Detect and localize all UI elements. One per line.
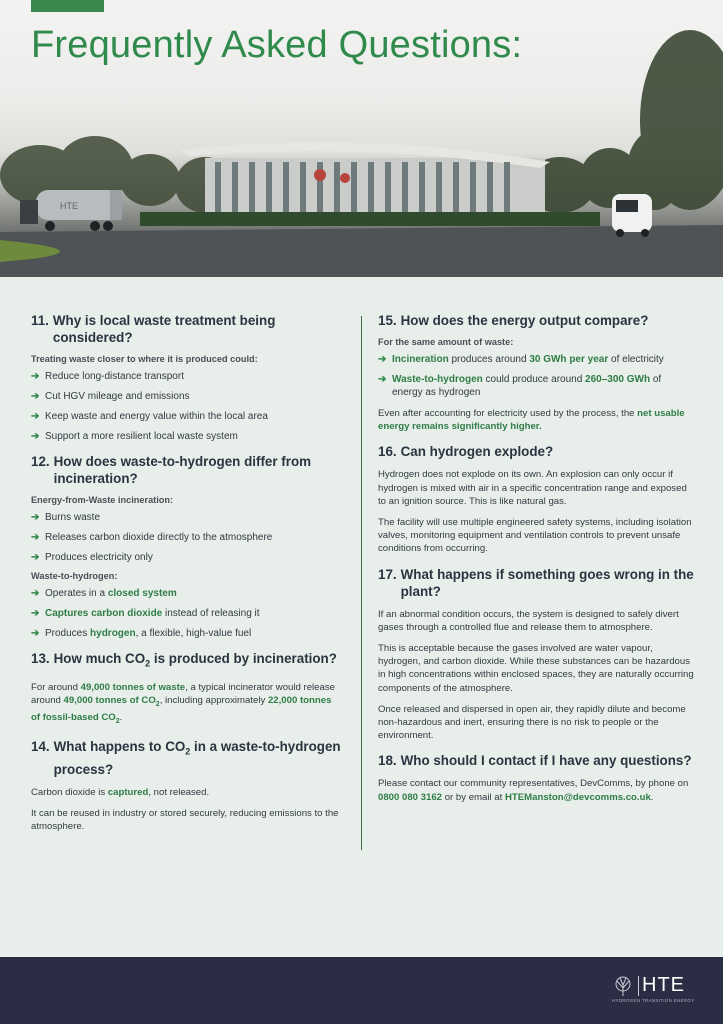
tanker-label: HTE [60, 201, 78, 211]
arrow-icon: ➔ [31, 431, 40, 442]
list-item: ➔ Burns waste [31, 512, 101, 523]
question-title: Can hydrogen explode? [400, 444, 554, 460]
building [180, 142, 550, 218]
list-item: ➔ Cut HGV mileage and emissions [31, 391, 190, 402]
hero-image [0, 0, 723, 277]
arrow-icon: ➔ [378, 374, 387, 385]
list-item: ➔ Incineration produces around 30 GWh per year of electricity [378, 354, 664, 365]
arrow-icon: ➔ [31, 552, 40, 563]
phone-number[interactable]: 0800 080 3162 [378, 791, 443, 803]
efw-label: Energy-from-Waste incineration: [31, 495, 174, 505]
question-title: What happens to $CO_2$ in a waste-to-hydrogen process? [53, 739, 341, 777]
column-divider [361, 316, 362, 850]
arrow-icon: ➔ [31, 512, 40, 523]
answer-paragraph: For around 49,000 tonnes of waste, a typical incinerator would release around 49,000 tonnes of $CO_2$, including approximately 22,000 tonnes of fossil-based $CO_2$. [31, 681, 335, 725]
answer-paragraph: Once released and dispersed in open air, they rapidly dilute and become non-hazardous and inert, ensuring there is no risk to people or the environment. [378, 703, 686, 742]
hte-logo [612, 974, 695, 1004]
arrow-icon: ➔ [31, 532, 40, 543]
answer-paragraph: Carbon dioxide is captured, not released. [31, 786, 210, 798]
question-title: What happens if something goes wrong in the plant? [400, 566, 694, 599]
left-column [31, 312, 343, 843]
answer-paragraph: It can be reused in industry or stored securely, reducing emissions to the atmosphere. [31, 807, 339, 833]
list-item: ➔ Reduce long-distance transport [31, 371, 184, 382]
answer-paragraph: If an abnormal condition occurs, the system is designed to safely divert gases through a controlled flue and release them to atmosphere. [378, 608, 679, 633]
question-number: 18. [378, 753, 397, 769]
brand-tagline: HYDROGEN TRANSITION ENERGY [612, 998, 695, 1003]
answer-paragraph: This is acceptable because the gases involved are water vapour, hydrogen, and carbon dioxide. While these substances can be hazardous in high concentrations within enclosed spaces, they are naturally occurring components of the atmosphere. [378, 643, 694, 694]
logo-separator [638, 976, 639, 996]
question-number: 13. [31, 651, 50, 666]
list-item: ➔ Captures carbon dioxide instead of releasing it [31, 608, 260, 619]
list-item: ➔ Support a more resilient local waste system [31, 431, 238, 442]
faq-12 [31, 453, 343, 640]
intro-text: Treating waste closer to where it is produced could: [31, 354, 258, 364]
right-column [378, 312, 694, 814]
faq-15 [378, 312, 694, 433]
answer-paragraph: Hydrogen does not explode on its own. An explosion can only occur if hydrogen is mixed with air in a specific concentration range and exposed to an ignition source. This is like natural gas. [378, 469, 687, 507]
faq-14 [31, 738, 343, 833]
tree-icon [612, 976, 634, 996]
answer-paragraph: Please contact our community representatives, DevComms, by phone on 0800 080 3162 or by email at HTEManston@devcomms.co.uk. [378, 778, 689, 803]
autonomous-truck [612, 194, 652, 237]
arrow-icon: ➔ [378, 354, 387, 365]
faq-18 [378, 752, 694, 803]
faq-11 [31, 312, 343, 443]
accent-bar [31, 0, 104, 12]
question-number: 14. [31, 739, 50, 755]
intro-text: For the same amount of waste: [378, 337, 514, 347]
arrow-icon: ➔ [31, 608, 40, 619]
wth-label: Waste-to-hydrogen: [31, 571, 118, 581]
arrow-icon: ➔ [31, 628, 40, 639]
answer-paragraph: Even after accounting for electricity used by the process, the net usable energy remains significantly higher. [378, 408, 685, 433]
email-link[interactable]: HTEManston@devcomms.co.uk [504, 791, 651, 803]
arrow-icon: ➔ [31, 411, 40, 422]
question-title: How does waste-to-hydrogen differ from incineration? [53, 454, 312, 486]
faq-13 [31, 650, 343, 728]
arrow-icon: ➔ [31, 588, 40, 599]
question-title: How does the energy output compare? [400, 313, 649, 328]
brand-name: HTE [642, 974, 685, 996]
list-item: ➔ Produces hydrogen, a flexible, high-value fuel [31, 628, 252, 639]
list-item: ➔ Operates in a closed system [31, 588, 177, 599]
arrow-icon: ➔ [31, 371, 40, 382]
faq-17 [378, 566, 694, 743]
question-title: Who should I contact if I have any questions? [400, 753, 692, 769]
list-item: ➔ Waste-to-hydrogen could produce around 260–300 GWh of energy as hydrogen [378, 374, 662, 398]
faq-16 [378, 443, 694, 555]
answer-paragraph: The facility will use multiple engineered safety systems, including isolation valves, monitoring equipment and ventilation controls to prevent unsafe conditions from occurring. [378, 517, 692, 555]
question-title: Why is local waste treatment being considered? [52, 313, 276, 345]
question-number: 11. [31, 313, 49, 328]
question-number: 17. [378, 566, 397, 582]
question-title: How much $CO_2$ is produced by incineration? [53, 651, 337, 669]
question-number: 16. [378, 444, 397, 460]
list-item: ➔ Keep waste and energy value within the local area [31, 411, 268, 422]
arrow-icon: ➔ [31, 391, 40, 402]
question-number: 15. [378, 313, 397, 328]
page-title: Frequently Asked Questions: [31, 24, 523, 66]
question-number: 12. [31, 454, 50, 469]
list-item: ➔ Releases carbon dioxide directly to the atmosphere [31, 532, 273, 543]
list-item: ➔ Produces electricity only [31, 552, 153, 563]
